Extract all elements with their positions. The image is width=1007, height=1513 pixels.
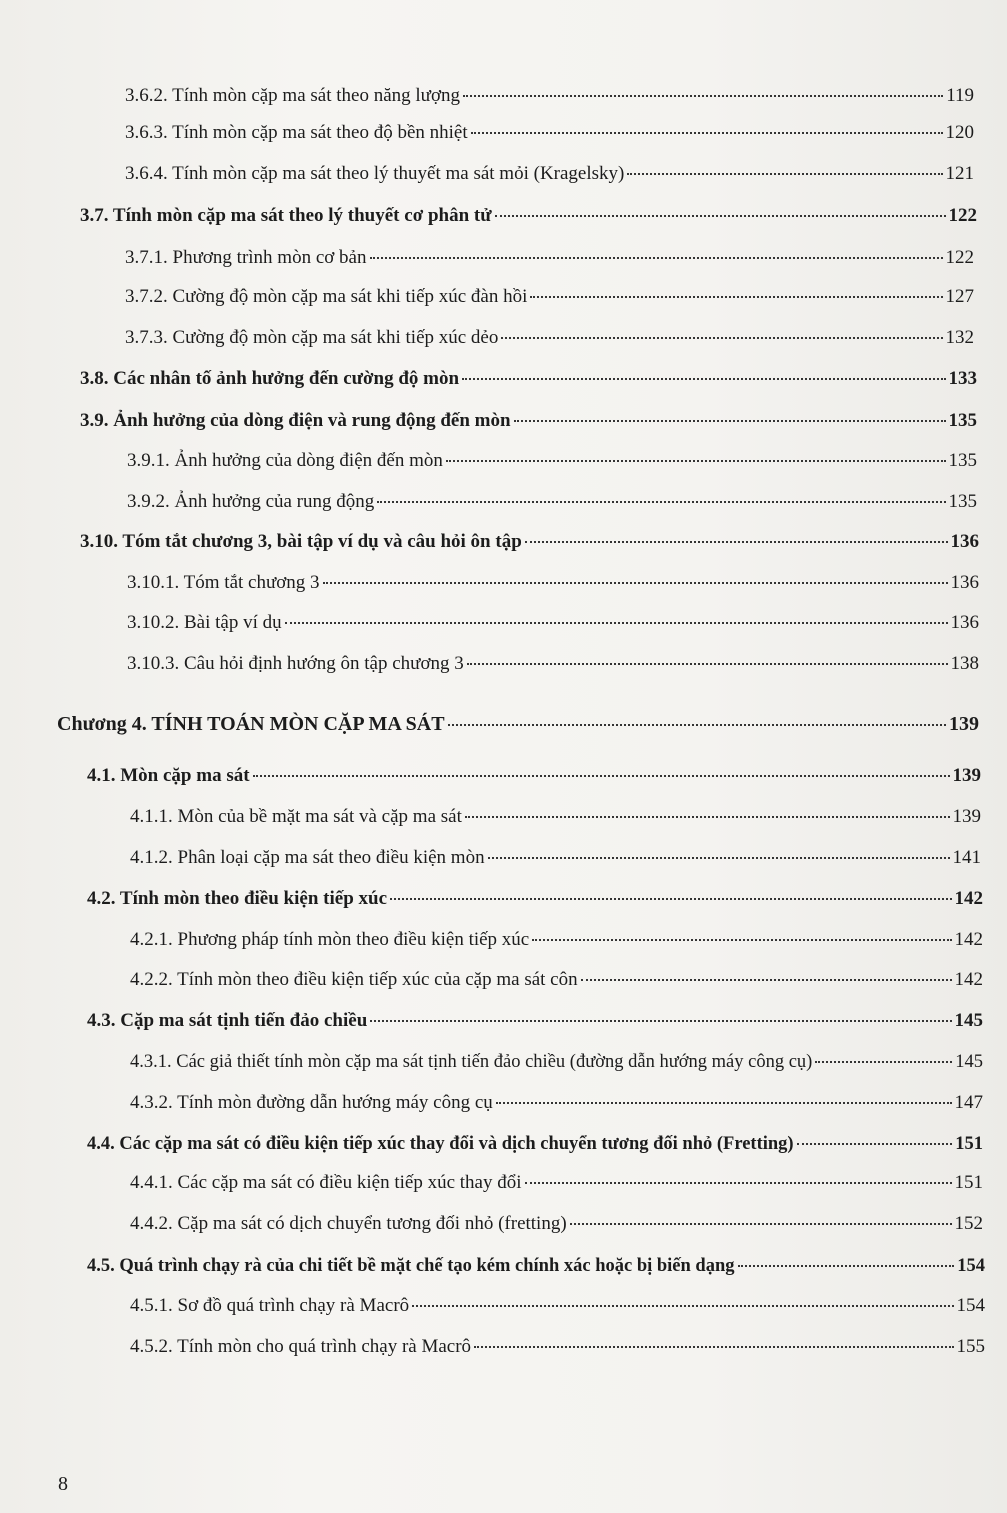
toc-entry-3-6-3: [125, 122, 974, 144]
dot-leader: [501, 337, 942, 339]
toc-entry-page: 135: [948, 450, 977, 471]
toc-entry-title: 4.5. Quá trình chạy rà của chi tiết bề mặt chế tạo kém chính xác hoặc bị biến dạng: [87, 1256, 735, 1276]
dot-leader: [532, 939, 951, 941]
toc-entry-page: 145: [954, 1010, 983, 1031]
toc-entry-page: 136: [950, 531, 979, 552]
toc-entry-4-4-2: [130, 1213, 983, 1235]
toc-entry-4-3-1: [130, 1051, 983, 1073]
toc-entry-title: 3.10. Tóm tắt chương 3, bài tập ví dụ và câu hỏi ôn tập: [80, 531, 522, 552]
dot-leader: [530, 296, 942, 298]
toc-entry-4-1-1: [130, 806, 981, 828]
dot-leader: [471, 132, 943, 134]
toc-entry-title: 4.1. Mòn cặp ma sát: [87, 765, 250, 786]
toc-entry-page: 154: [957, 1256, 985, 1276]
dot-leader: [446, 460, 946, 462]
toc-entry-page: 133: [948, 368, 977, 389]
toc-entry-title: 3.10.2. Bài tập ví dụ: [127, 612, 282, 633]
dot-leader: [738, 1265, 955, 1267]
toc-entry-3-9: [80, 410, 977, 432]
toc-entry-3-9-2: [127, 491, 977, 513]
toc-entry-page: 119: [946, 85, 974, 106]
dot-leader: [370, 257, 943, 259]
toc-entry-4-5-2: [130, 1336, 985, 1358]
toc-entry-4-3-2: [130, 1092, 983, 1114]
dot-leader: [525, 541, 948, 543]
toc-entry-title: 3.7.3. Cường độ mòn cặp ma sát khi tiếp xúc dẻo: [125, 327, 499, 348]
toc-entry-title: 3.10.3. Câu hỏi định hướng ôn tập chương 3: [127, 653, 464, 674]
dot-leader: [514, 420, 946, 422]
toc-entry-3-6-2: [125, 85, 974, 107]
toc-entry-3-7: [80, 205, 977, 227]
dot-leader: [390, 898, 951, 900]
toc-entry-title: 3.9. Ảnh hưởng của dòng điện và rung động đến mòn: [80, 410, 511, 431]
toc-entry-title: 3.8. Các nhân tố ảnh hưởng đến cường độ mòn: [80, 368, 460, 389]
toc-entry-page: 139: [952, 806, 981, 827]
toc-entry-page: 154: [956, 1295, 985, 1316]
toc-entry-title: 4.3.1. Các giả thiết tính mòn cặp ma sát tịnh tiến đảo chiều (đường dẫn hướng máy công cụ): [130, 1052, 813, 1072]
dot-leader: [412, 1305, 953, 1307]
toc-entry-title: 4.4.2. Cặp ma sát có dịch chuyển tương đối nhỏ (fretting): [130, 1213, 567, 1234]
page-number: 8: [58, 1473, 68, 1495]
toc-entry-3-8: [80, 368, 977, 390]
dot-leader: [488, 857, 950, 859]
toc-entry-title: 3.6.4. Tính mòn cặp ma sát theo lý thuyết ma sát mỏi (Kragelsky): [125, 163, 625, 184]
dot-leader: [581, 979, 952, 981]
toc-entry-page: 136: [950, 572, 979, 593]
toc-entry-title: 4.4.1. Các cặp ma sát có điều kiện tiếp xúc thay đổi: [130, 1172, 522, 1193]
toc-entry-page: 138: [950, 653, 979, 674]
toc-entry-title: Chương 4. TÍNH TOÁN MÒN CẶP MA SÁT: [57, 713, 445, 735]
toc-entry-3-7-1: [125, 247, 974, 269]
toc-entry-title: 3.9.1. Ảnh hưởng của dòng điện đến mòn: [127, 450, 443, 471]
dot-leader: [570, 1223, 952, 1225]
toc-entry-page: 120: [945, 122, 974, 143]
toc-entry-4-2-1: [130, 929, 983, 951]
toc-entry-page: 127: [945, 286, 974, 307]
toc-entry-page: 122: [945, 247, 974, 268]
dot-leader: [815, 1061, 952, 1063]
toc-entry-3-10-2: [127, 612, 979, 634]
toc-entry-title: 4.3.2. Tính mòn đường dẫn hướng máy công cụ: [130, 1092, 493, 1113]
toc-entry-4-4: [87, 1133, 983, 1155]
dot-leader: [627, 173, 942, 175]
dot-leader: [465, 816, 950, 818]
dot-leader: [467, 663, 948, 665]
toc-entry-page: 136: [950, 612, 979, 633]
toc-entry-page: 139: [952, 765, 981, 786]
dot-leader: [463, 95, 943, 97]
toc-entry-4-1-2: [130, 847, 981, 869]
toc-entry-3-10-3: [127, 653, 979, 675]
toc-entry-3-10: [80, 531, 979, 553]
dot-leader: [496, 1102, 952, 1104]
toc-entry-page: 151: [955, 1134, 983, 1154]
toc-entry-page: 142: [954, 969, 983, 990]
toc-entry-page: 122: [948, 205, 977, 226]
toc-entry-title: 4.2.2. Tính mòn theo điều kiện tiếp xúc của cặp ma sát côn: [130, 969, 578, 990]
toc-entry-title: 4.2.1. Phương pháp tính mòn theo điều kiện tiếp xúc: [130, 929, 530, 950]
toc-entry-title: 4.1.1. Mòn của bề mặt ma sát và cặp ma sát: [130, 806, 462, 827]
dot-leader: [253, 775, 950, 777]
toc-entry-3-7-2: [125, 286, 974, 308]
dot-leader: [377, 501, 945, 503]
toc-entry-title: 3.7.1. Phương trình mòn cơ bản: [125, 247, 367, 268]
toc-entry-title: 4.2. Tính mòn theo điều kiện tiếp xúc: [87, 888, 388, 909]
toc-entry-title: 3.7.2. Cường độ mòn cặp ma sát khi tiếp xúc đàn hồi: [125, 286, 528, 307]
toc-entry-page: 155: [956, 1336, 985, 1357]
toc-entry-page: 135: [948, 410, 977, 431]
toc-entry-4-5: [87, 1255, 985, 1277]
toc-entry-4-4-1: [130, 1172, 983, 1194]
toc-entry-3-6-4: [125, 163, 974, 185]
toc-entry-page: 142: [954, 929, 983, 950]
toc-entry-title: 4.1.2. Phân loại cặp ma sát theo điều kiện mòn: [130, 847, 485, 868]
dot-leader: [285, 622, 948, 624]
toc-entry-chapter-4: [57, 713, 979, 735]
toc-entry-title: 4.3. Cặp ma sát tịnh tiến đảo chiều: [87, 1010, 368, 1031]
toc-entry-page: 142: [954, 888, 983, 909]
toc-entry-4-2-2: [130, 969, 983, 991]
dot-leader: [448, 724, 946, 726]
toc-entry-4-2: [87, 888, 983, 910]
toc-entry-title: 4.5.1. Sơ đồ quá trình chạy rà Macrô: [130, 1295, 410, 1316]
toc-entry-3-9-1: [127, 450, 977, 472]
toc-entry-title: 4.4. Các cặp ma sát có điều kiện tiếp xúc thay đổi và dịch chuyển tương đối nhỏ (Fretting): [87, 1134, 794, 1154]
toc-entry-page: 139: [949, 713, 979, 735]
toc-entry-title: 3.6.3. Tính mòn cặp ma sát theo độ bền nhiệt: [125, 122, 468, 143]
toc-entry-4-3: [87, 1010, 983, 1032]
toc-entry-page: 145: [955, 1052, 983, 1072]
toc-entry-page: 135: [948, 491, 977, 512]
dot-leader: [462, 378, 945, 380]
dot-leader: [474, 1346, 953, 1348]
dot-leader: [525, 1182, 952, 1184]
toc-entry-4-1: [87, 765, 981, 787]
toc-entry-page: 152: [954, 1213, 983, 1234]
toc-entry-page: 147: [954, 1092, 983, 1113]
dot-leader: [797, 1143, 953, 1145]
toc-entry-page: 121: [945, 163, 974, 184]
toc-entry-title: 3.9.2. Ảnh hưởng của rung động: [127, 491, 375, 512]
toc-entry-3-7-3: [125, 327, 974, 349]
toc-entry-4-5-1: [130, 1295, 985, 1317]
toc-entry-page: 141: [952, 847, 981, 868]
toc-entry-title: 3.10.1. Tóm tắt chương 3: [127, 572, 320, 593]
toc-entry-title: 3.6.2. Tính mòn cặp ma sát theo năng lượng: [125, 85, 461, 106]
toc-entry-title: 4.5.2. Tính mòn cho quá trình chạy rà Macrô: [130, 1336, 472, 1357]
toc-entry-3-10-1: [127, 572, 979, 594]
toc-entry-page: 132: [945, 327, 974, 348]
dot-leader: [323, 582, 948, 584]
dot-leader: [370, 1020, 951, 1022]
dot-leader: [495, 215, 946, 217]
toc-entry-page: 151: [954, 1172, 983, 1193]
toc-entry-title: 3.7. Tính mòn cặp ma sát theo lý thuyết cơ phân tử: [80, 205, 492, 226]
